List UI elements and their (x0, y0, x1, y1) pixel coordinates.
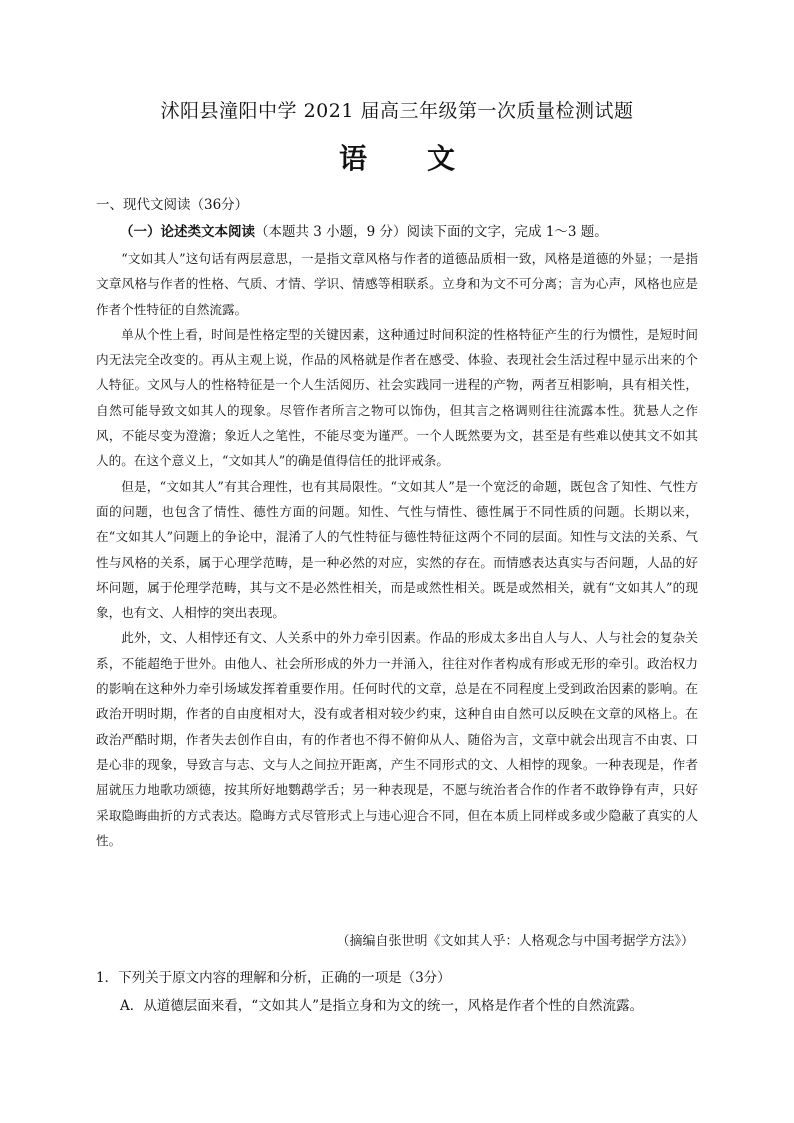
subsection-instructions: （本题共 3 小题，9 分）阅读下面的文字，完成 1～3 题。 (255, 224, 608, 240)
exam-title: 沭阳县潼阳中学 2021 届高三年级第一次质量检测试题 (160, 100, 634, 122)
passage-paragraph-3: 但是，“文如其人”有其合理性，也有其局限性。“文如其人”是一个宽泛的命题，既包含了知性、气性方面的问题，也包含了情性、德性方面的问题。知性、气性与情性、德性属于不同性质的问题。长期以来，在“文如其人”问题上的争论中，混淆了人的气性特征与德性特征这两个不同的层面。知性与文法的关系、气性与风格的关系，属于心理学范畴，是一种必然的对应，实然的存在。而情感表达真实与否问题，人品的好坏问题，属于伦理学范畴，其与文不是必然性相关，而是或然性相关。既是或然相关，就有“文如其人”的现象，也有文、人相悖的突出表现。 (96, 478, 698, 621)
passage-paragraph-4: 此外，文、人相悖还有文、人关系中的外力牵引因素。作品的形成太多出自人与人、人与社会的复杂关系，不能超绝于世外。由他人、社会所形成的外力一并涌入，往往对作者构成有形或无形的牵引。政治权力的影响在这种外力牵引场域发挥着重要作用。任何时代的文章，总是在不同程度上受到政治因素的影响。在政治开明时期，作者的自由度相对大，没有或者相对较少约束，这种自由自然可以反映在文章的风格上。在政治严酷时期，作者失去创作自由，有的作者也不得不俯仰从人、随俗为言，文章中就会出现言不由衷、口是心非的现象，导致言与志、文与人之间拉开距离，产生不同形式的文、人相悖的现象。一种表现是，作者屈就压力地歌功颂德，按其所好地鹦鹉学舌；另一种表现是，不愿与统治者合作的作者不敢铮铮有声，只好采取隐晦曲折的方式表达。隐晦方式尽管形式上与违心迎合不同，但在本质上同样或多或少隐蔽了真实的人性。 (96, 630, 698, 848)
section-heading: 一、现代文阅读（36分） (96, 197, 249, 213)
passage-paragraph-2: 单从个性上看，时间是性格定型的关键因素，这种通过时间积淀的性格特征产生的行为惯性，是短时间内无法完全改变的。再从主观上说，作品的风格就是作者在感受、体验、表现社会生活过程中显示出来的个人特征。文风与人的性格特征是一个人生活阅历、社会实践同一进程的产物，两者互相影响，具有相关性，自然可能导致文如其人的现象。尽管作者所言之物可以饰伪，但其言之格调则往往流露本性。犹悬人之作风，不能尽变为澄澹；象近人之笔性，不能尽变为谨严。一个人既然要为文，甚至是有些难以使其文不如其人的。在这个意义上，“文如其人”的确是值得信任的批评戒条。 (96, 326, 698, 469)
question-1-option-a: A．从道德层面来看，“文如其人”是指立身和为文的统一，风格是作者个性的自然流露。 (120, 998, 644, 1014)
subsection-heading (120, 220, 720, 240)
passage-paragraph-1: “文如其人”这句话有两层意思，一是指文章风格与作者的道德品质相一致，风格是道德的外显；一是指文章风格与作者的性格、气质、才情、学识、情感等相联系。立身和为文不可分离；言为心声，风格也应是作者个性特征的自然流露。 (96, 251, 698, 317)
question-1-stem: 1．下列关于原文内容的理解和分析，正确的一项是（3分） (96, 970, 451, 986)
reading-passage (96, 246, 698, 853)
subsection-bold-label: （一）论述类文本阅读 (120, 224, 255, 240)
passage-source: （摘编自张世明《文如其人乎：人格观念与中国考据学方法》） (336, 934, 694, 949)
subject-title: 语文 (338, 142, 515, 175)
